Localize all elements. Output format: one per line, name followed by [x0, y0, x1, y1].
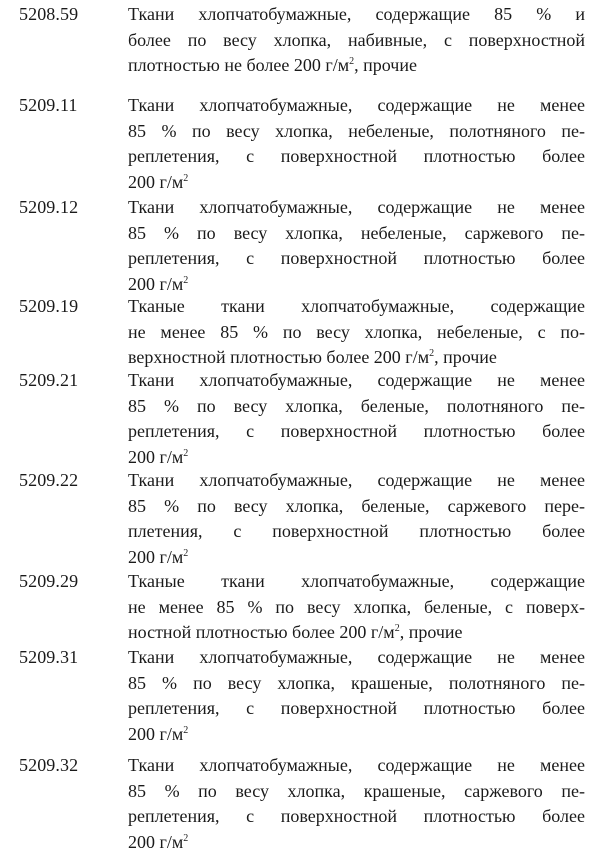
entry-code: 5209.22: [19, 470, 79, 490]
superscript-2: 2: [183, 447, 189, 459]
description-line: верхностной плотностью более 200 $г/м^2$, прочие: [128, 347, 497, 367]
description-line: 85 % по весу хлопка, крашеные, саржевого пе-: [128, 780, 585, 801]
entry-code: 5209.19: [19, 296, 79, 316]
description-line: 85 % по весу хлопка, небеленые, полотняного пе-: [128, 120, 585, 141]
entry-description: [128, 2, 585, 79]
description-line: 85 % по весу хлопка, небеленые, саржевого пе-: [128, 222, 585, 243]
entry-description: [128, 195, 585, 297]
description-line: Ткани хлопчатобумажные, содержащие не менее: [128, 470, 585, 490]
description-line: Ткани хлопчатобумажные, содержащие 85 % и: [128, 4, 585, 24]
description-line: 200 $г/м^2$: [128, 171, 189, 192]
description-line: реплетения, с поверхностной плотностью более: [128, 146, 585, 166]
entry-description: [128, 753, 585, 855]
entry-code: 5209.11: [19, 95, 78, 115]
superscript-2: 2: [183, 547, 189, 559]
entry-description: [128, 368, 585, 470]
description-line: реплетения, с поверхностной плотностью более: [128, 806, 585, 826]
description-line: 200 $г/м^2$: [128, 273, 189, 294]
description-line: 200 $г/м^2$: [128, 831, 189, 852]
description-line: реплетения, с поверхностной плотностью более: [128, 421, 585, 441]
superscript-2: 2: [183, 172, 189, 184]
description-line: Тканые ткани хлопчатобумажные, содержащие: [128, 571, 585, 591]
description-line: ностной плотностью более 200 $г/м^2$, прочие: [128, 622, 463, 642]
entry-description: [128, 645, 585, 747]
description-line: 85 % по весу хлопка, беленые, саржевого пере-: [128, 495, 585, 516]
description-line: не менее 85 % по весу хлопка, беленые, с поверх-: [128, 596, 585, 617]
superscript-2: 2: [429, 348, 435, 359]
description-line: Ткани хлопчатобумажные, содержащие не менее: [128, 647, 585, 667]
description-line: плетения, с поверхностной плотностью более: [128, 521, 585, 541]
description-line: реплетения, с поверхностной плотностью более: [128, 698, 585, 718]
description-line: не менее 85 % по весу хлопка, небеленые, с по-: [128, 321, 585, 342]
entry-code: 5208.59: [19, 4, 79, 24]
description-line: более по весу хлопка, набивные, с поверхностной: [128, 29, 585, 50]
description-line: Тканые ткани хлопчатобумажные, содержащие: [128, 296, 585, 316]
description-line: 200 $г/м^2$: [128, 446, 189, 467]
description-line: плотностью не более 200 $г/м^2$, прочие: [128, 55, 417, 75]
superscript-2: 2: [349, 56, 355, 67]
superscript-2: 2: [394, 623, 400, 634]
superscript-2: 2: [183, 274, 189, 286]
superscript-2: 2: [183, 724, 189, 736]
description-line: Ткани хлопчатобумажные, содержащие не менее: [128, 197, 585, 217]
description-line: реплетения, с поверхностной плотностью более: [128, 248, 585, 268]
entry-description: [128, 569, 585, 646]
entry-code: 5209.32: [19, 755, 79, 775]
description-line: 85 % по весу хлопка, крашеные, полотняного пе-: [128, 672, 585, 693]
entry-description: [128, 468, 585, 570]
entry-description: [128, 93, 585, 195]
entry-code: 5209.12: [19, 197, 79, 217]
description-line: Ткани хлопчатобумажные, содержащие не менее: [128, 755, 585, 775]
entry-description: [128, 294, 585, 371]
description-line: 85 % по весу хлопка, беленые, полотняного пе-: [128, 395, 585, 416]
superscript-2: 2: [183, 832, 189, 844]
entry-code: 5209.31: [19, 647, 79, 667]
entry-code: 5209.21: [19, 370, 79, 390]
description-line: Ткани хлопчатобумажные, содержащие не менее: [128, 95, 585, 115]
entry-code: 5209.29: [19, 571, 79, 591]
description-line: 200 $г/м^2$: [128, 546, 189, 567]
description-line: Ткани хлопчатобумажные, содержащие не менее: [128, 370, 585, 390]
description-line: 200 $г/м^2$: [128, 723, 189, 744]
